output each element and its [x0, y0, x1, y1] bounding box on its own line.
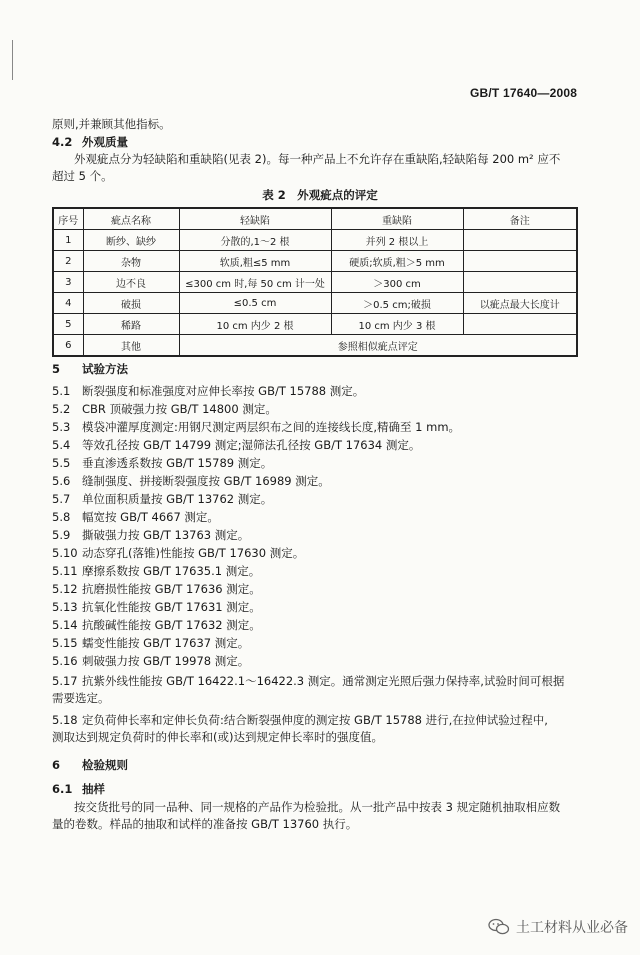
cell-remark [463, 314, 577, 335]
item-number: 5.11 [52, 564, 78, 578]
cell-name: 稀路 [83, 314, 179, 335]
item-number: 5.2 [52, 402, 71, 416]
cell-no: 2 [53, 251, 83, 272]
section-number: 6 [52, 758, 61, 772]
item-number: 5.8 [52, 510, 71, 524]
item-number: 5.7 [52, 492, 71, 506]
section-title: 抽样 [82, 782, 105, 796]
list-item [52, 473, 330, 489]
section-4-2-line-1: 外观疵点分为轻缺陷和重缺陷(见表 2)。每一种产品上不允许存在重缺陷,轻缺陷每 200 m² 应不 [74, 152, 561, 166]
item-text: 缝制强度、拼接断裂强度按 GB/T 16989 测定。 [82, 474, 330, 488]
header-no: 序号 [53, 208, 83, 230]
intro-line: 原则,并兼顾其他指标。 [52, 117, 171, 131]
item-text: 幅宽按 GB/T 4667 测定。 [82, 510, 219, 524]
table-header-row [53, 208, 577, 230]
table-2 [52, 207, 578, 357]
item-5-17-line-2: 需要选定。 [52, 691, 110, 705]
cell-minor: ≤300 cm 时,每 50 cm 计一处 [179, 272, 331, 293]
cell-major: 硬质;软质,粗＞5 mm [331, 251, 463, 272]
table-row [53, 272, 577, 293]
item-number: 5.1 [52, 384, 71, 398]
item-text: 断裂强度和标准强度对应伸长率按 GB/T 15788 测定。 [82, 384, 365, 398]
header-minor-defect: 轻缺陷 [179, 208, 331, 230]
list-item [52, 599, 261, 615]
list-item [52, 617, 261, 633]
item-text: 抗磨损性能按 GB/T 17636 测定。 [82, 582, 261, 596]
section-5-heading [52, 361, 128, 377]
cell-major: ＞300 cm [331, 272, 463, 293]
item-number: 5.13 [52, 600, 78, 614]
cell-remark [463, 230, 577, 251]
list-item [52, 491, 272, 507]
cell-no: 4 [53, 293, 83, 314]
cell-remark: 以疵点最大长度计 [463, 293, 577, 314]
cell-minor: 10 cm 内少 2 根 [179, 314, 331, 335]
section-number: 4.2 [52, 135, 73, 149]
list-item [52, 383, 364, 399]
list-item [52, 509, 219, 525]
wechat-icon [488, 918, 510, 936]
cell-no: 3 [53, 272, 83, 293]
list-item [52, 581, 261, 597]
table-row [53, 230, 577, 251]
cell-remark [463, 251, 577, 272]
item-text: 撕破强力按 GB/T 13763 测定。 [82, 528, 250, 542]
table-2-caption: 表 2 外观疵点的评定 [262, 188, 378, 202]
cell-minor: 软质,粗≤5 mm [179, 251, 331, 272]
cell-name: 其他 [83, 335, 179, 357]
item-text: 等效孔径按 GB/T 14799 测定;湿筛法孔径按 GB/T 17634 测定。 [82, 438, 421, 452]
section-number: 6.1 [52, 782, 73, 796]
item-number: 5.3 [52, 420, 71, 434]
section-title: 试验方法 [82, 362, 128, 376]
header-remarks: 备注 [463, 208, 577, 230]
list-item [52, 563, 260, 579]
cell-minor: ≤0.5 cm [179, 293, 331, 314]
table-row [53, 314, 577, 335]
scan-edge-mark [12, 40, 13, 80]
section-6-1-heading [52, 781, 105, 797]
list-item [52, 401, 277, 417]
cell-name: 断纱、缺纱 [83, 230, 179, 251]
item-text: CBR 顶破强力按 GB/T 14800 测定。 [82, 402, 277, 416]
section-6-heading [52, 757, 128, 773]
item-number: 5.17 [52, 674, 78, 688]
item-text: 模袋冲灌厚度测定:用钢尺测定两层织布之间的连接线长度,精确至 1 mm。 [82, 420, 461, 434]
item-text: 摩擦系数按 GB/T 17635.1 测定。 [82, 564, 261, 578]
item-number: 5.5 [52, 456, 71, 470]
table-row [53, 335, 577, 357]
item-5-18-line-1 [52, 712, 548, 728]
item-number: 5.18 [52, 713, 78, 727]
item-text: 刺破强力按 GB/T 19978 测定。 [82, 654, 250, 668]
list-item [52, 635, 249, 651]
item-number: 5.6 [52, 474, 71, 488]
watermark [488, 917, 628, 937]
watermark-text: 土工材料从业必备 [516, 920, 628, 936]
cell-no: 6 [53, 335, 83, 357]
item-number: 5.16 [52, 654, 78, 668]
standard-number: GB/T 17640—2008 [470, 86, 578, 100]
list-item [52, 455, 272, 471]
item-5-18-line-2: 测取达到规定负荷时的伸长率和(或)达到规定伸长率时的强度值。 [52, 730, 383, 744]
section-4-2-heading [52, 134, 128, 150]
section-6-1-line-2: 量的卷数。样品的抽取和试样的准备按 GB/T 13760 执行。 [52, 817, 358, 831]
cell-name: 边不良 [83, 272, 179, 293]
item-5-17-line-1 [52, 673, 564, 689]
item-text: 抗氧化性能按 GB/T 17631 测定。 [82, 600, 261, 614]
cell-minor: 分散的,1～2 根 [179, 230, 331, 251]
cell-major: ＞0.5 cm;破损 [331, 293, 463, 314]
cell-merged-note: 参照相似疵点评定 [179, 335, 577, 357]
cell-major: 10 cm 内少 3 根 [331, 314, 463, 335]
cell-name: 破损 [83, 293, 179, 314]
section-6-1-line-1: 按交货批号的同一品种、同一规格的产品作为检验批。从一批产品中按表 3 规定随机抽取相应数 [74, 800, 561, 814]
header-defect-name: 疵点名称 [83, 208, 179, 230]
item-text: 垂直渗透系数按 GB/T 15789 测定。 [82, 456, 273, 470]
section-title: 检验规则 [82, 758, 128, 772]
item-number: 5.12 [52, 582, 78, 596]
item-number: 5.10 [52, 546, 78, 560]
section-number: 5 [52, 362, 61, 376]
cell-remark [463, 272, 577, 293]
item-text: 抗酸碱性能按 GB/T 17632 测定。 [82, 618, 261, 632]
item-number: 5.15 [52, 636, 78, 650]
cell-name: 杂物 [83, 251, 179, 272]
table-row [53, 293, 577, 314]
item-text: 动态穿孔(落锥)性能按 GB/T 17630 测定。 [82, 546, 305, 560]
header-major-defect: 重缺陷 [331, 208, 463, 230]
list-item [52, 527, 249, 543]
cell-major: 并列 2 根以上 [331, 230, 463, 251]
table-row [53, 251, 577, 272]
list-item [52, 437, 420, 453]
cell-no: 5 [53, 314, 83, 335]
item-text: 抗紫外线性能按 GB/T 16422.1～16422.3 测定。通常测定光照后强力保持率,试验时间可根据 [82, 674, 565, 688]
item-text: 定负荷伸长率和定伸长负荷:结合断裂强伸度的测定按 GB/T 15788 进行,在拉伸试验过程中, [82, 713, 548, 727]
item-number: 5.4 [52, 438, 71, 452]
cell-no: 1 [53, 230, 83, 251]
list-item [52, 545, 304, 561]
item-number: 5.9 [52, 528, 71, 542]
list-item [52, 419, 460, 435]
list-item [52, 653, 249, 669]
item-number: 5.14 [52, 618, 78, 632]
item-text: 蠕变性能按 GB/T 17637 测定。 [82, 636, 250, 650]
section-title: 外观质量 [82, 135, 128, 149]
section-4-2-line-2: 超过 5 个。 [52, 169, 113, 183]
item-text: 单位面积质量按 GB/T 13762 测定。 [82, 492, 273, 506]
